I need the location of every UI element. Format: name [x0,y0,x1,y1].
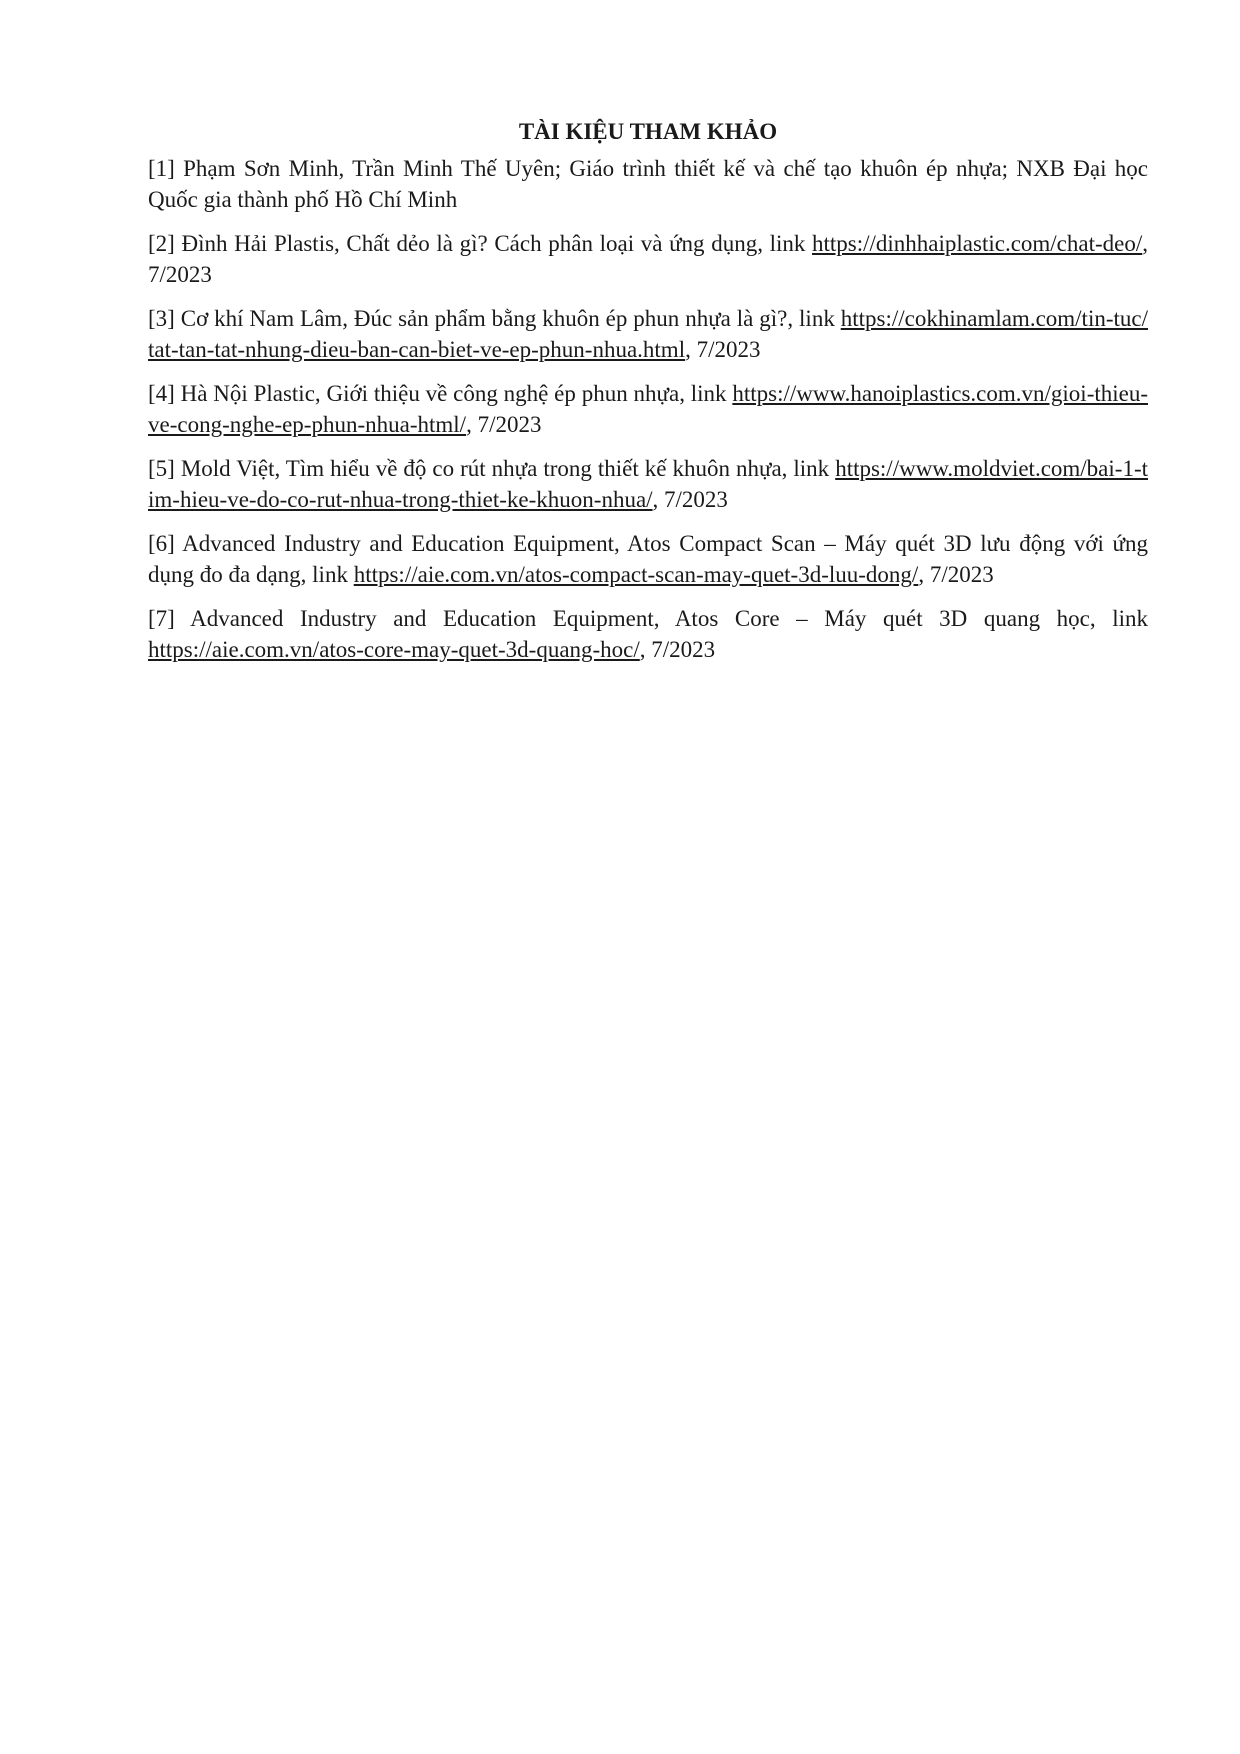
reference-text: [5] Mold Việt, Tìm hiểu về độ co rút nhựa trong thiết kế khuôn nhựa, link [148,456,836,481]
reference-link[interactable]: https://www.moldviet.com/bai-1-tim-hieu-ve-do-co-rut-nhua-trong-thiet-ke-khuon-nhua/ [148,456,1148,512]
reference-item-1 [148,153,1148,215]
reference-date: , 7/2023 [466,412,542,437]
reference-link[interactable]: https://cokhinamlam.com/tin-tuc/tat-tan-tat-nhung-dieu-ban-can-biet-ve-ep-phun-nhua.html [148,306,1148,362]
reference-item-2 [148,228,1148,290]
reference-text: [2] Đình Hải Plastis, Chất dẻo là gì? Cách phân loại và ứng dụng, link [148,231,813,256]
reference-link[interactable]: https://aie.com.vn/atos-core-may-quet-3d-quang-hoc/ [148,637,640,662]
reference-text: [4] Hà Nội Plastic, Giới thiệu về công nghệ ép phun nhựa, link [148,381,733,406]
reference-date: , 7/2023 [148,231,1148,287]
reference-text: [7] Advanced Industry and Education Equipment, Atos Core – Máy quét 3D quang học, link [148,606,1148,631]
reference-text: [3] Cơ khí Nam Lâm, Đúc sản phẩm bằng khuôn ép phun nhựa là gì?, link [148,306,841,331]
reference-date: , 7/2023 [652,487,728,512]
reference-text: [1] Phạm Sơn Minh, Trần Minh Thế Uyên; Giáo trình thiết kế và chế tạo khuôn ép nhựa; NXB Đại học Quốc gia thành phố Hồ Chí Minh [148,156,1148,212]
reference-text: [6] Advanced Industry and Education Equipment, Atos Compact Scan – Máy quét 3D lưu động với ứng dụng đo đa dạng, link [148,531,1148,587]
reference-item-4 [148,378,1148,440]
page-title: TÀI KIỆU THAM KHẢO [518,119,778,144]
references-section [148,116,1148,678]
reference-date: , 7/2023 [918,562,994,587]
reference-item-6 [148,528,1148,590]
reference-date: , 7/2023 [685,337,761,362]
reference-link[interactable]: https://dinhhaiplastic.com/chat-deo/ [812,231,1143,256]
reference-link[interactable]: https://www.hanoiplastics.com.vn/gioi-thieu-ve-cong-nghe-ep-phun-nhua-html/ [148,381,1148,437]
reference-date: , 7/2023 [639,637,716,662]
reference-link[interactable]: https://aie.com.vn/atos-compact-scan-may-quet-3d-luu-dong/ [353,562,919,587]
reference-item-3 [148,303,1148,365]
reference-item-7 [148,603,1148,665]
reference-list [148,153,1148,665]
reference-item-5 [148,453,1148,515]
